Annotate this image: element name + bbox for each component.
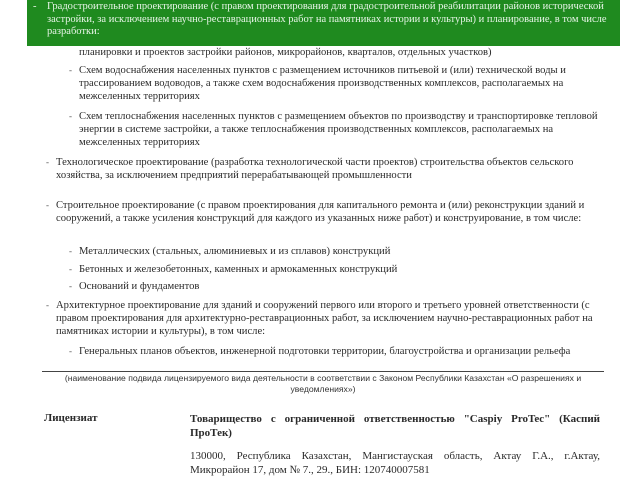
highlighted-item-banner	[27, 0, 620, 46]
list-bullet: -	[69, 111, 72, 121]
list-item-text: Генеральных планов объектов, инженерной подготовки территории, благоустройства и организации рельефа	[79, 346, 571, 357]
list-item-text: Строительное проектирование (с правом проектирования для капитального ремонта и (или) реконструкции зданий и сооружений, а также усиления конструкций для каждого из указанных ниже работ) и конструирование, в том числе:	[56, 200, 585, 225]
list-bullet: -	[69, 65, 72, 75]
list-item	[69, 345, 614, 358]
field-caption: (наименование подвида лицензируемого вида деятельности в соответствии с Законом Республики Казахстан «О разрешениях и уведомлениях»)	[64, 373, 582, 394]
list-item-continuation	[79, 46, 614, 59]
list-item-text: Бетонных и железобетонных, каменных и армокаменных конструкций	[79, 264, 398, 275]
list-bullet: -	[46, 300, 49, 310]
list-item-text: планировки и проектов застройки районов, микрорайонов, кварталов, отдельных участков)	[79, 47, 492, 58]
list-bullet: -	[69, 346, 72, 356]
list-item	[46, 156, 616, 182]
list-bullet: -	[46, 157, 49, 167]
list-item-text: Оснований и фундаментов	[79, 281, 200, 292]
list-item	[46, 299, 616, 339]
list-bullet: -	[33, 1, 37, 12]
list-bullet: -	[69, 246, 72, 256]
list-item-text: Архитектурное проектирование для зданий и сооружений первого или второго и третьего уровней ответственности (с правом проектирования для архитектурно-реставрационных работ, за исключением научно-реставрационных работ на памятниках истории и культуры), в том числе:	[56, 300, 593, 338]
divider	[42, 371, 604, 372]
list-bullet: -	[46, 200, 49, 210]
licensee-label: Лицензиат	[44, 412, 98, 424]
list-item	[69, 64, 614, 104]
list-item	[46, 199, 616, 225]
list-bullet: -	[69, 264, 72, 274]
list-item-text: Схем теплоснабжения населенных пунктов с размещением объектов по производству и транспортировке тепловой энергии в системе застройки, а также теплоснабжения производственных комплексов, располагаемых на межселенных территориях	[79, 111, 598, 149]
list-item-text: Металлических (стальных, алюминиевых и из сплавов) конструкций	[79, 246, 391, 257]
licensee-company: Товарищество с ограниченной ответственностью "Caspiy ProTec" (Каспий ПроТек)	[190, 413, 600, 439]
list-item	[69, 110, 614, 150]
list-item-text: Технологическое проектирование (разработка технологической части проектов) строительства объектов сельского хозяйства, за исключением предприятий перерабатывающей промышленности	[56, 157, 574, 182]
list-item	[69, 280, 614, 293]
list-item	[69, 263, 614, 276]
list-item-text: Схем водоснабжения населенных пунктов с размещением источников питьевой и (или) технической воды и трассированием водоводов, а также схем водоснабжения производственных комплексов, располагаемых на межселенных территориях	[79, 65, 566, 103]
licensee-address: 130000, Республика Казахстан, Мангистауская область, Актау Г.А., г.Актау, Микрорайон 17, дом № 7., 29., БИН: 120740007581	[190, 450, 600, 476]
list-bullet: -	[69, 281, 72, 291]
list-item	[69, 245, 614, 258]
banner-text: Градостроительное проектирование (с правом проектирования для градостроительной реабилитации районов исторической застройки, за исключением научно-реставрационных работ на памятниках истории и культуры) и планирование, в том числе разработки:	[47, 1, 607, 37]
